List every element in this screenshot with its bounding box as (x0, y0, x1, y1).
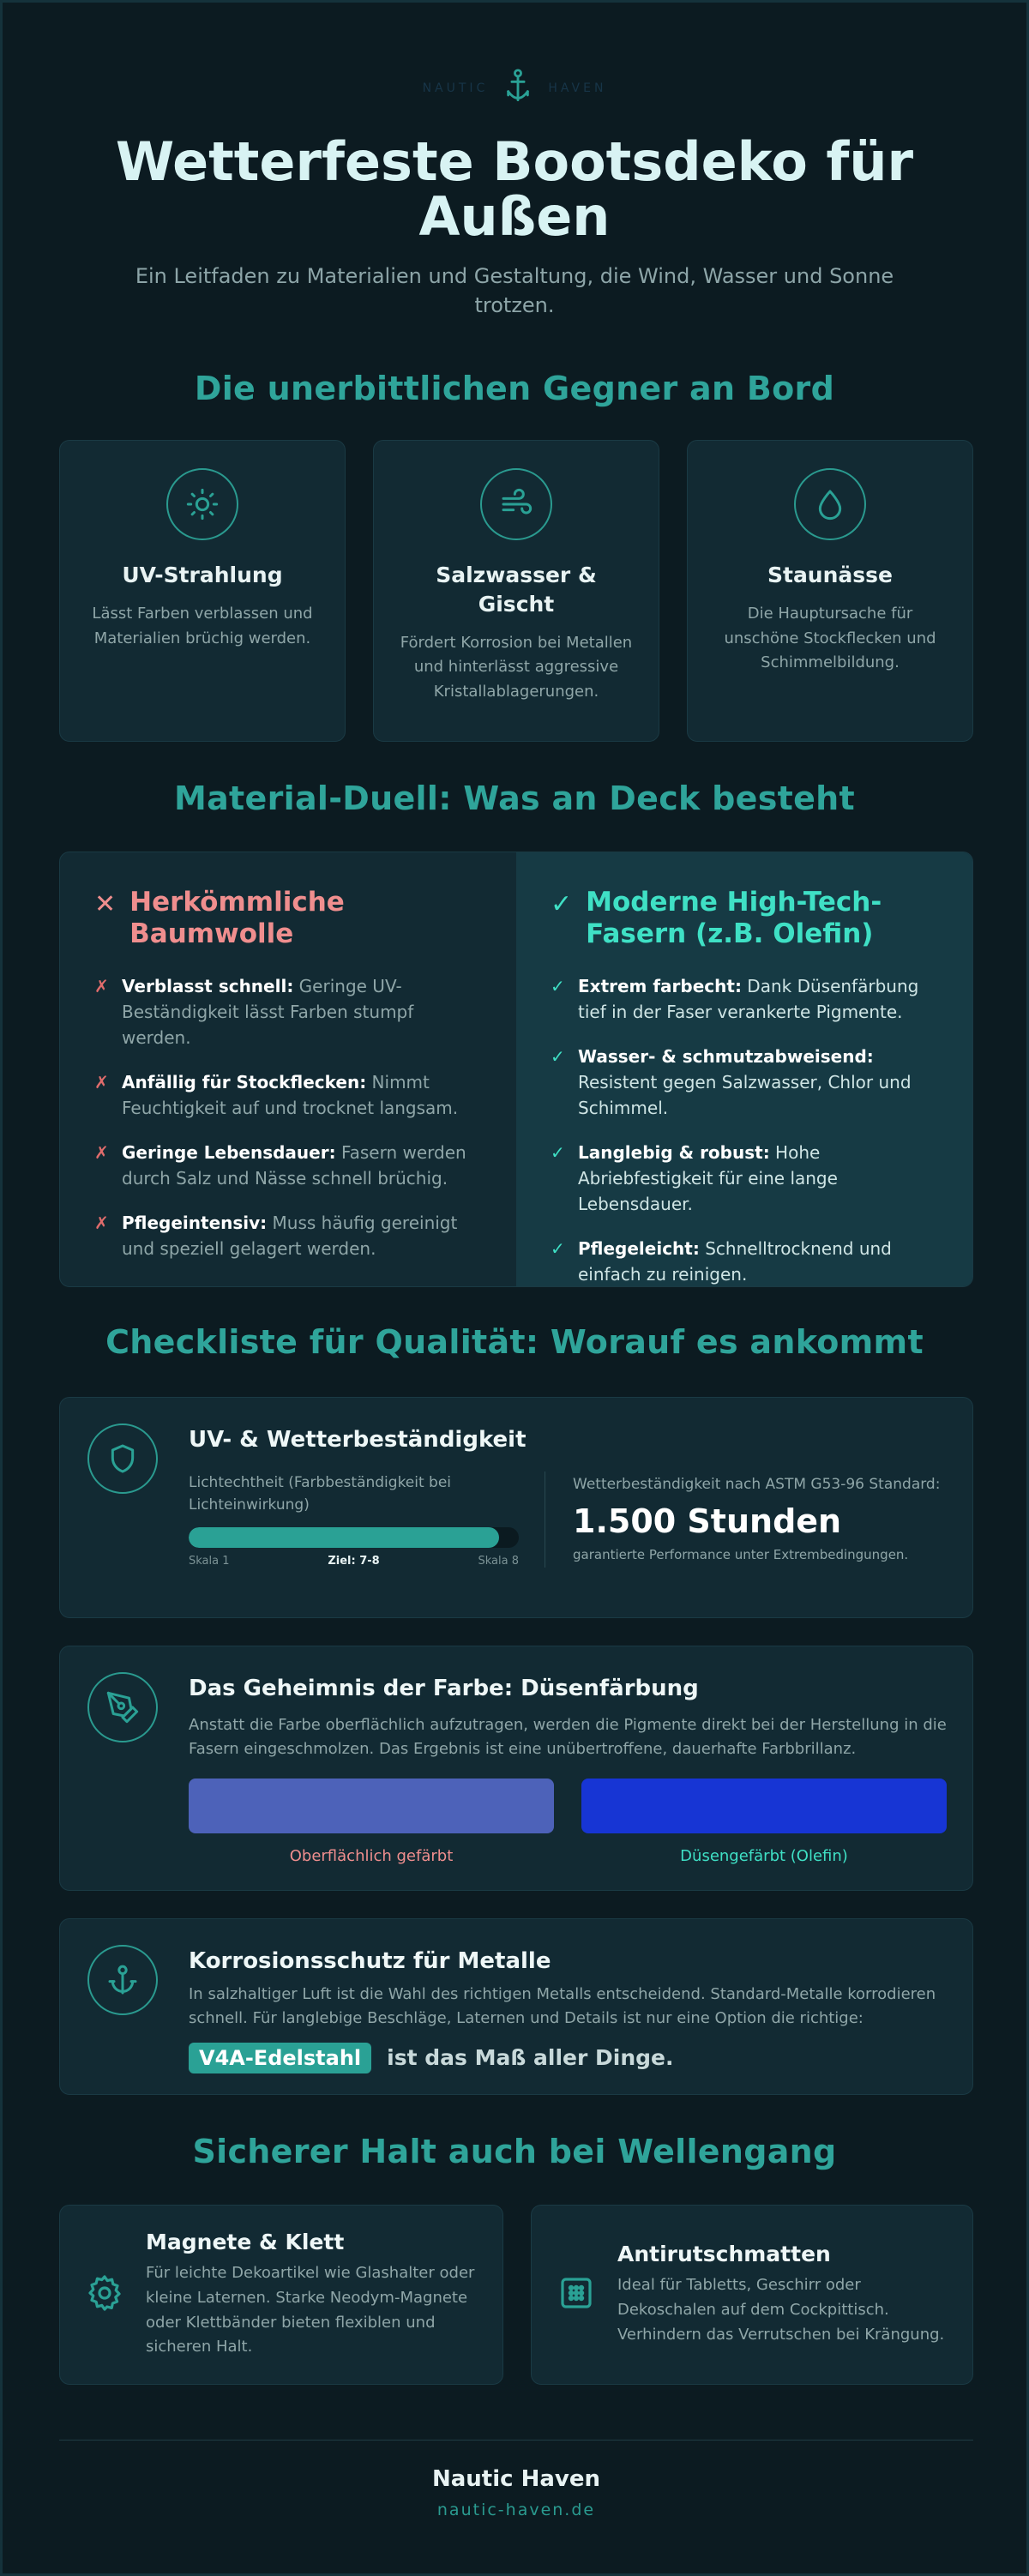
checklist-title: Checkliste für Qualität: Worauf es ankommt (105, 1323, 924, 1361)
metal-title: Korrosionsschutz für Metalle (189, 1948, 551, 1974)
x-bullet-icon: ✗ (94, 1072, 109, 1093)
color-text: Anstatt die Farbe oberflächlich aufzutragen, werden die Pigmente direkt bei der Herstellung in die Fasern eingeschmolzen. Das Ergebnis ist eine unübertroffene, dauerhafte Farbbrillanz. (189, 1716, 947, 1758)
list-item: ✓ Pflegeleicht: Schnelltrocknend und einfach zu reinigen. (551, 1236, 938, 1287)
threat-title: UV-Strahlung (122, 563, 283, 587)
threat-text: Lässt Farben verblassen und Materialien brüchig werden. (92, 604, 313, 647)
check-bullet-icon: ✓ (551, 1046, 565, 1068)
duel-hightech (516, 852, 972, 1286)
lightfastness-bar (189, 1527, 519, 1548)
lightfastness-label: Lichtechtheit (Farbbeständigkeit bei Lichteinwirkung) (189, 1474, 452, 1514)
mount-title-magnets: Magnete & Klett (146, 2229, 345, 2254)
threat-text: Fördert Korrosion bei Metallen und hinterlässt aggressive Kristallablagerungen. (400, 633, 633, 701)
grip-mat-icon (556, 2272, 597, 2317)
scale-target: Ziel: 7-8 (328, 1554, 380, 1568)
threat-card-moisture (687, 440, 973, 742)
list-item: ✓ Langlebig & robust: Hohe Abriebfestigkeit für eine lange Lebensdauer. (551, 1140, 938, 1217)
metal-card (59, 1918, 973, 2095)
footer (59, 2440, 973, 2519)
list-item: ✗ Verblasst schnell: Geringe UV-Beständigkeit lässt Farben stumpf werden. (94, 973, 482, 1050)
metal-text: In salzhaltiger Luft ist die Wahl des richtigen Metalls entscheidend. Standard-Metalle korrodieren schnell. Für langlebige Beschläge, Laternen und Details ist nur eine Option die richtige: (189, 1985, 936, 2027)
color-card (59, 1646, 973, 1891)
footer-brand: Nautic Haven (431, 2466, 600, 2492)
page-title: Wetterfeste Bootsdeko für Außen (115, 130, 914, 249)
x-bullet-icon: ✗ (94, 976, 109, 997)
threat-title: Salzwasser & Gischt (436, 563, 597, 617)
check-bullet-icon: ✓ (551, 1238, 565, 1260)
threats-title: Die unerbittlichen Gegner an Bord (194, 370, 835, 407)
steel-badge: V4A-Edelstahl (189, 2043, 371, 2073)
weather-stat-note: garantierte Performance unter Extrembedingungen. (573, 1547, 909, 1563)
mount-card-magnets (59, 2205, 503, 2385)
duel-right-title: Moderne High-Tech-Fasern (z.B. Olefin) (586, 887, 882, 949)
mount-card-mats (531, 2205, 973, 2385)
list-item: ✗ Geringe Lebensdauer: Fasern werden durch Salz und Nässe schnell brüchig. (94, 1140, 482, 1191)
header (3, 3, 1026, 320)
check-bullet-icon: ✓ (551, 976, 565, 997)
swatch-surface-label: Oberflächlich gefärbt (289, 1846, 454, 1865)
swatch-dyed (581, 1779, 947, 1865)
sun-icon (166, 468, 238, 540)
droplet-icon (794, 468, 866, 540)
threats-row (59, 440, 973, 742)
brand-row (3, 68, 1026, 109)
duel-left-title: Herkömmliche Baumwolle (129, 887, 345, 949)
duel-title: Material-Duell: Was an Deck besteht (173, 779, 855, 817)
swatch-surface (189, 1779, 554, 1865)
list-item: ✓ Extrem farbecht: Dank Düsenfärbung tief in der Faser verankerte Pigmente. (551, 973, 938, 1025)
color-title: Das Geheimnis der Farbe: Düsenfärbung (189, 1676, 699, 1701)
uv-title: UV- & Wetterbeständigkeit (189, 1427, 527, 1453)
check-bullet-icon: ✓ (551, 1142, 565, 1164)
mount-title: Sicherer Halt auch bei Wellengang (192, 2133, 837, 2170)
pen-tool-icon (87, 1672, 158, 1742)
mount-text-magnets: Für leichte Dekoartikel wie Glashalter oder kleine Laternen. Starke Neodym-Magnete oder Klettbänder bieten flexiblen und sicheren Halt. (146, 2263, 475, 2356)
threat-text: Die Hauptursache für unschöne Stockflecken und Schimmelbildung. (724, 604, 936, 672)
anchor-logo-icon (503, 68, 533, 109)
swatch-dyed-label: Düsengefärbt (Olefin) (680, 1846, 848, 1865)
mount-row (59, 2205, 973, 2385)
brand-left: NAUTIC (422, 81, 489, 95)
steel-text: ist das Maß aller Dinge. (387, 2045, 674, 2071)
mount-text-mats: Ideal für Tabletts, Geschirr oder Dekoschalen auf dem Cockpittisch. Verhindern das Verrutschen bei Krängung. (617, 2276, 945, 2344)
cross-icon: ✕ (94, 889, 117, 919)
weather-stat-value: 1.500 Stunden (573, 1502, 842, 1541)
x-bullet-icon: ✗ (94, 1213, 109, 1234)
weather-stat-label: Wetterbeständigkeit nach ASTM G53-96 Standard: (573, 1476, 941, 1493)
list-item: ✓ Wasser- & schmutzabweisend: Resistent gegen Salzwasser, Chlor und Schimmel. (551, 1044, 938, 1121)
scale-max: Skala 8 (478, 1554, 519, 1568)
swatch-dyed-box (581, 1779, 947, 1833)
threat-card-uv (59, 440, 346, 742)
gear-magnet-icon (84, 2272, 125, 2317)
x-bullet-icon: ✗ (94, 1142, 109, 1164)
list-item: ✗ Pflegeintensiv: Muss häufig gereinigt und speziell gelagert werden. (94, 1210, 482, 1261)
threat-card-salt (373, 440, 659, 742)
check-icon: ✓ (551, 889, 573, 919)
brand-right: HAVEN (548, 81, 607, 95)
shield-icon (87, 1423, 158, 1494)
lightfastness-bar-fill (189, 1527, 499, 1548)
footer-link[interactable]: nautic-haven.de (436, 2501, 596, 2519)
wind-icon (480, 468, 552, 540)
mount-title-mats: Antirutschmatten (617, 2242, 831, 2267)
list-item: ✗ Anfällig für Stockflecken: Nimmt Feuchtigkeit auf und trocknet langsam. (94, 1069, 482, 1121)
duel-cotton (60, 852, 516, 1286)
swatch-surface-box (189, 1779, 554, 1833)
page-subtitle: Ein Leitfaden zu Materialien und Gestaltung, die Wind, Wasser und Sonne trotzen. (135, 263, 894, 317)
material-duel (59, 852, 973, 1287)
uv-card (59, 1397, 973, 1618)
scale-min: Skala 1 (189, 1554, 230, 1568)
anchor-icon (87, 1945, 158, 2015)
threat-title: Staunässe (767, 563, 893, 587)
